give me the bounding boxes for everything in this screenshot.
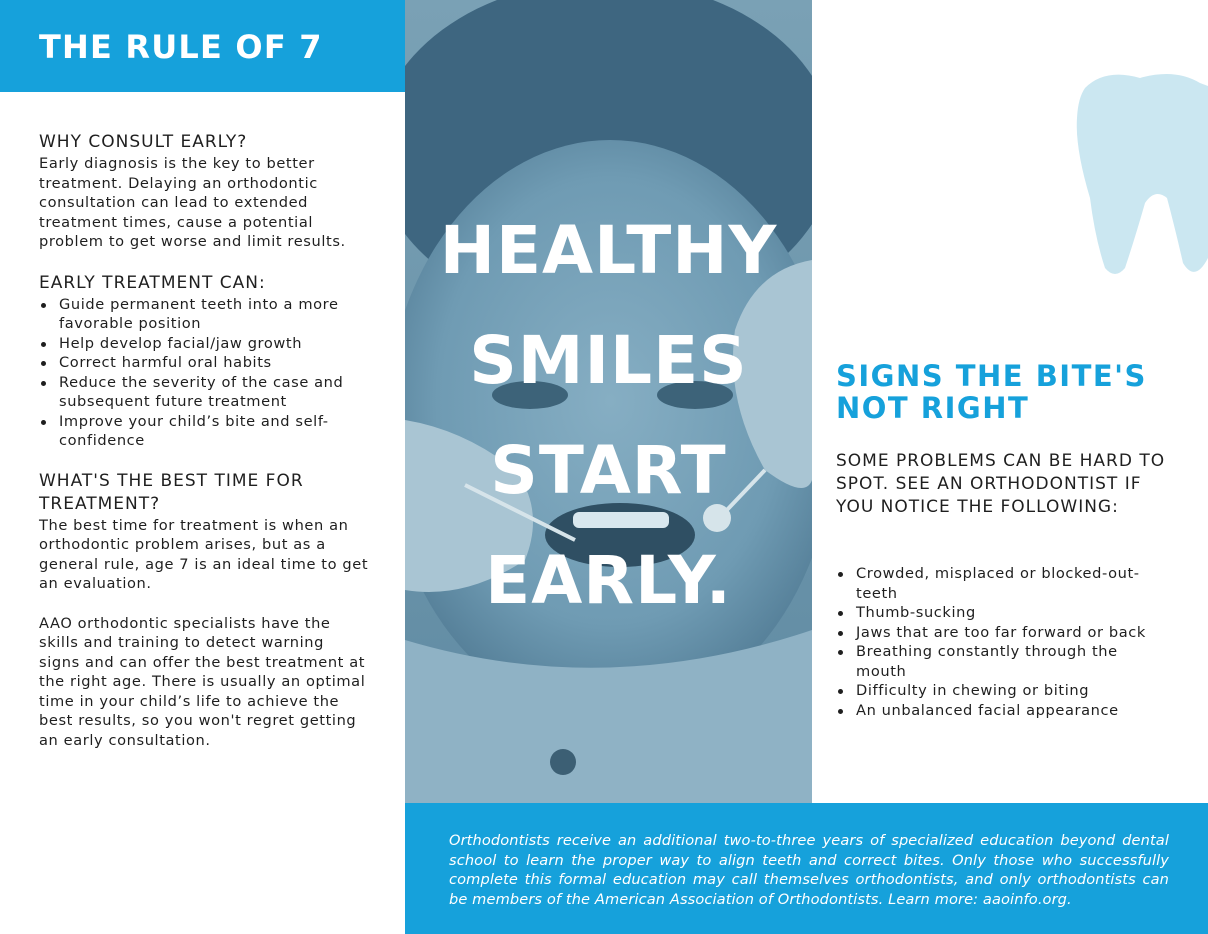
tooth-icon — [1075, 68, 1208, 278]
headline-line: EARLY. — [485, 542, 732, 619]
list-item: Thumb-sucking — [836, 603, 1156, 623]
list-item: Jaws that are too far forward or back — [836, 623, 1156, 643]
left-column — [39, 131, 369, 750]
list-item: An unbalanced facial appearance — [836, 701, 1156, 721]
headline-line: START — [490, 432, 727, 509]
list-item: Improve your child’s bite and self-confidence — [39, 412, 369, 451]
headline — [405, 196, 812, 636]
best-time-text: The best time for treatment is when an orthodontic problem arises, but as a general rule, age 7 is an ideal time to get an evaluation. — [39, 516, 369, 592]
list-item: Help develop facial/jaw growth — [39, 334, 369, 354]
aao-text: AAO orthodontic specialists have the skills and training to detect warning signs and can offer the best treatment at the right age. There is usually an optimal time in your child’s life to achieve the best results, so you won't regret getting an early consultation. — [39, 614, 366, 749]
footer-banner — [405, 803, 1208, 934]
signs-intro: SOME PROBLEMS CAN BE HARD TO SPOT. SEE AN ORTHODONTIST IF YOU NOTICE THE FOLLOWING: — [836, 451, 1166, 517]
signs-title: SIGNS THE BITE'S NOT RIGHT — [836, 359, 1147, 425]
best-time-heading: WHAT'S THE BEST TIME FOR TREATMENT? — [39, 470, 304, 514]
list-item: Reduce the severity of the case and subsequent future treatment — [39, 373, 369, 412]
signs-list — [836, 564, 1156, 720]
child-dental-exam-photo — [405, 0, 812, 803]
list-item: Guide permanent teeth into a more favorable position — [39, 295, 369, 334]
title-banner — [0, 0, 405, 92]
early-heading: EARLY TREATMENT CAN: — [39, 272, 266, 293]
list-item: Difficulty in chewing or biting — [836, 681, 1156, 701]
list-item: Crowded, misplaced or blocked-out-teeth — [836, 564, 1156, 603]
list-item: Correct harmful oral habits — [39, 353, 369, 373]
why-heading: WHY CONSULT EARLY? — [39, 132, 248, 152]
early-list — [39, 295, 369, 451]
page-title: THE RULE OF 7 — [39, 28, 323, 66]
headline-line: SMILES — [469, 322, 748, 399]
list-item: Breathing constantly through the mouth — [836, 642, 1156, 681]
footer-text: Orthodontists receive an additional two-to-three years of specialized education beyond dental school to learn the proper way to align teeth and correct bites. Only those who successfully complete this formal education may call themselves orthodontists, and only orthodontists can be members of the American Association of Orthodontists. Learn more: aaoinfo.org. — [449, 832, 1169, 908]
why-text: Early diagnosis is the key to better treatment. Delaying an orthodontic consultation can lead to extended treatment times, cause a potential problem to get worse and limit results. — [39, 155, 346, 250]
headline-line: HEALTHY — [439, 212, 778, 289]
